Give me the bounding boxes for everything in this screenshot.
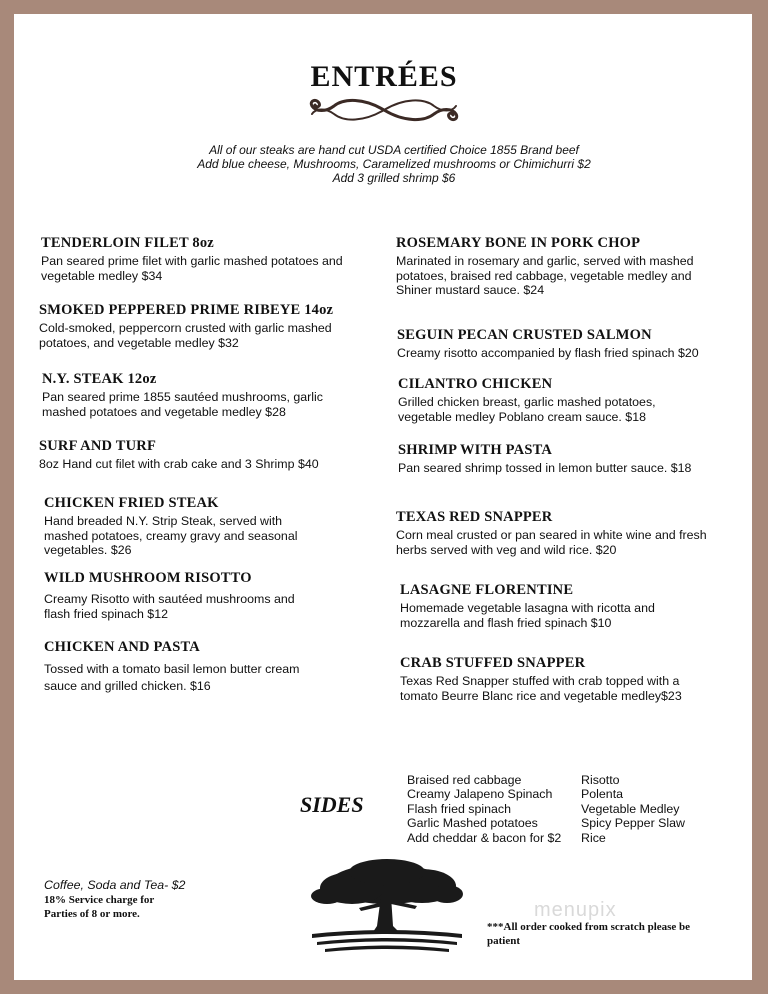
menu-item-crab-stuffed-snapper [400, 655, 682, 703]
item-desc-line: flash fried spinach $12 [44, 606, 168, 621]
page-title: ENTRÉES [310, 60, 458, 93]
item-desc [397, 346, 699, 361]
menu-item-cilantro-chicken [398, 376, 656, 424]
item-name: CILANTRO CHICKEN [398, 376, 553, 392]
item-desc-line: tomato Beurre Blanc rice and vegetable medley$23 [400, 688, 682, 703]
item-desc-line: mashed potatoes, creamy gravy and seasonal [44, 528, 298, 543]
flourish-ornament [304, 96, 464, 124]
item-desc [398, 395, 656, 424]
item-desc-line: sauce and grilled chicken. $16 [44, 679, 211, 693]
item-name: LASAGNE FLORENTINE [400, 582, 574, 598]
menu-item-seguin-pecan-salmon [397, 327, 699, 361]
item-desc [39, 457, 319, 472]
side-item: Rice [581, 830, 606, 845]
item-desc [41, 254, 343, 283]
item-name: ROSEMARY BONE IN PORK CHOP [396, 235, 641, 251]
menupix-watermark: menupix [534, 899, 617, 921]
menu-item-shrimp-with-pasta [398, 442, 691, 476]
sides-title: SIDES [300, 792, 364, 817]
scratch-cooking-note [487, 920, 727, 948]
menu-item-texas-red-snapper [396, 509, 707, 557]
item-desc [400, 601, 655, 630]
item-desc-line: Corn meal crusted or pan seared in white wine and fresh [396, 528, 707, 542]
menu-item-ny-steak [42, 371, 323, 419]
oak-tree-logo [307, 856, 467, 956]
menu-item-wild-mushroom-risotto [44, 570, 295, 621]
item-desc-line: Creamy Risotto with sautéed mushrooms and [44, 592, 295, 606]
item-desc-line: Marinated in rosemary and garlic, served with mashed [396, 254, 694, 268]
note-line: ***All order cooked from scratch please be [487, 921, 691, 933]
menu-item-chicken-fried-steak [44, 495, 297, 558]
item-desc-line: mashed potatoes and vegetable medley $28 [42, 404, 286, 419]
menu-item-smoked-peppered-ribeye [39, 302, 333, 350]
item-desc-line: vegetables. $26 [44, 543, 132, 557]
side-item: Flash fried spinach [407, 801, 511, 816]
item-name: TENDERLOIN FILET 8oz [41, 235, 214, 251]
item-name: TEXAS RED SNAPPER [396, 509, 553, 525]
intro-line: Add blue cheese, Mushrooms, Caramelized mushrooms or Chimichurri $2 [197, 157, 591, 171]
item-name: SHRIMP WITH PASTA [398, 442, 553, 458]
item-desc [396, 528, 707, 557]
intro-line: Add 3 grilled shrimp $6 [332, 171, 456, 185]
side-item: Spicy Pepper Slaw [581, 816, 685, 831]
item-desc-line: Shiner mustard sauce. $24 [396, 283, 545, 297]
coffee-price: Coffee, Soda and Tea- $2 [44, 878, 186, 892]
side-item: Risotto [581, 773, 620, 787]
side-item: Braised red cabbage [407, 773, 522, 787]
note-line: patient [487, 935, 520, 947]
menu-item-lasagne-florentine [400, 582, 655, 630]
item-desc-line: mozzarella and flash fried spinach $10 [400, 615, 612, 630]
item-desc-line: Creamy risotto accompanied by flash fried spinach $20 [397, 346, 699, 360]
item-desc [44, 514, 297, 558]
item-desc-line: Hand breaded N.Y. Strip Steak, served with [44, 514, 283, 528]
item-desc-line: Pan seared prime filet with garlic mashed potatoes and [41, 254, 343, 268]
item-desc-line: Cold-smoked, peppercorn crusted with garlic mashed [39, 321, 332, 335]
service-line: 18% Service charge for [44, 894, 155, 906]
sides-list-2 [581, 773, 685, 845]
item-name: N.Y. STEAK 12oz [42, 371, 157, 387]
intro-line: All of our steaks are hand cut USDA certified Choice 1855 Brand beef [209, 143, 579, 157]
item-name: SURF AND TURF [39, 438, 156, 454]
side-item: Vegetable Medley [581, 801, 680, 816]
item-desc [39, 321, 333, 350]
item-desc [400, 674, 682, 703]
side-item: Add cheddar & bacon for $2 [407, 830, 562, 845]
item-desc [42, 390, 323, 419]
item-desc [398, 461, 691, 476]
item-desc-line: Grilled chicken breast, garlic mashed potatoes, [398, 395, 656, 409]
item-desc [396, 254, 694, 298]
item-desc-line: potatoes, and vegetable medley $32 [39, 335, 239, 350]
menu-item-surf-and-turf [39, 438, 319, 472]
item-desc-line: Tossed with a tomato basil lemon butter cream [44, 662, 300, 676]
intro-text [0, 143, 768, 185]
item-name: WILD MUSHROOM RISOTTO [44, 570, 252, 586]
side-item: Garlic Mashed potatoes [407, 816, 538, 831]
item-desc-line: Homemade vegetable lasagna with ricotta and [400, 601, 655, 615]
item-desc-line: Pan seared shrimp tossed in lemon butter sauce. $18 [398, 461, 692, 475]
item-name: SEGUIN PECAN CRUSTED SALMON [397, 327, 652, 343]
menu-item-rosemary-pork-chop [396, 235, 694, 298]
service-line: Parties of 8 or more. [44, 908, 140, 920]
item-desc-line: 8oz Hand cut filet with crab cake and 3 Shrimp $40 [39, 457, 319, 471]
item-desc-line: Texas Red Snapper stuffed with crab topped with a [400, 674, 680, 688]
item-name: SMOKED PEPPERED PRIME RIBEYE 14oz [39, 302, 334, 318]
item-desc [44, 661, 300, 695]
item-name: CRAB STUFFED SNAPPER [400, 655, 586, 671]
item-name: CHICKEN FRIED STEAK [44, 495, 219, 511]
item-name: CHICKEN AND PASTA [44, 639, 200, 655]
service-charge-note [44, 893, 154, 921]
menu-item-tenderloin-filet [41, 235, 343, 283]
item-desc-line: vegetable medley Poblano cream sauce. $18 [398, 409, 646, 424]
item-desc-line: potatoes, braised red cabbage, vegetable medley and [396, 268, 692, 283]
side-item: Creamy Jalapeno Spinach [407, 787, 553, 802]
menu-item-chicken-and-pasta [44, 639, 300, 695]
side-item: Polenta [581, 787, 624, 802]
item-desc-line: vegetable medley $34 [41, 268, 163, 283]
item-desc-line: Pan seared prime 1855 sautéed mushrooms, garlic [42, 390, 324, 404]
item-desc [44, 592, 295, 621]
sides-list-1 [407, 773, 561, 845]
item-desc-line: herbs served with veg and wild rice. $20 [396, 542, 617, 557]
